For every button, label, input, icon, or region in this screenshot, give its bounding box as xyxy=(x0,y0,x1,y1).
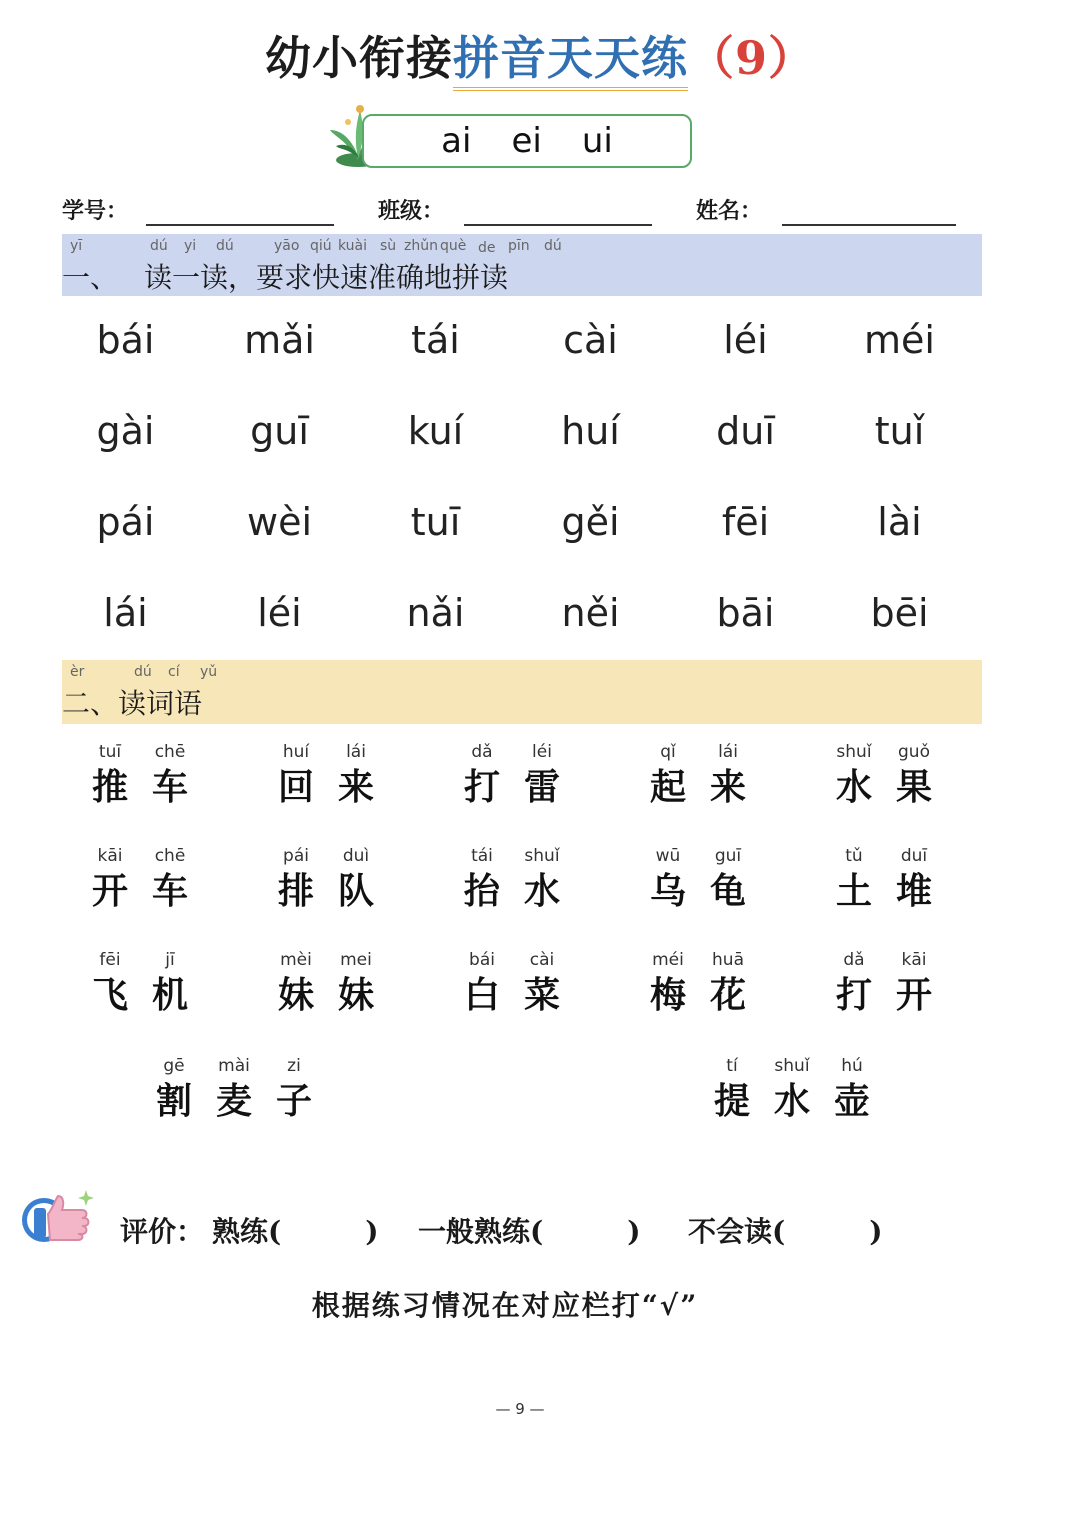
section-2-pinyin: dú xyxy=(134,664,152,680)
word-pinyin: pái xyxy=(283,846,309,866)
word-char: 开 xyxy=(91,870,128,912)
word-pinyin: kāi xyxy=(97,846,123,866)
word-char: 乌 xyxy=(649,870,686,912)
section-1-pinyin: dú xyxy=(544,238,562,254)
vowel-ei: ei xyxy=(511,121,542,161)
pinyin-syllable: lài xyxy=(877,500,922,544)
word-pinyin: shuǐ xyxy=(836,742,872,762)
word-pinyin: guī xyxy=(714,846,742,866)
word-pinyin: chē xyxy=(154,846,186,866)
word-char: 果 xyxy=(895,766,932,808)
word-char: 飞 xyxy=(91,974,128,1016)
word-pinyin: dǎ xyxy=(471,742,493,762)
word-pinyin: cài xyxy=(529,950,555,970)
section-1-pinyin: sù xyxy=(380,238,397,254)
word-pinyin: lái xyxy=(346,742,366,762)
pinyin-syllable: gài xyxy=(96,409,155,453)
word-pinyin: mei xyxy=(340,950,372,970)
pinyin-syllable: tái xyxy=(411,318,460,362)
class-field[interactable] xyxy=(464,224,652,226)
page-number: — 9 — xyxy=(495,1400,545,1418)
word-char: 机 xyxy=(151,974,188,1016)
word-pinyin: wū xyxy=(655,846,681,866)
word-pinyin: guǒ xyxy=(898,742,930,762)
section-2-header xyxy=(62,660,982,724)
pinyin-syllable: bēi xyxy=(870,591,929,635)
pinyin-syllable: kuí xyxy=(407,409,464,453)
word-char: 车 xyxy=(151,766,188,808)
pinyin-syllable: něi xyxy=(561,591,620,635)
pinyin-syllable: méi xyxy=(864,318,935,362)
word-pinyin: mài xyxy=(218,1056,250,1076)
word-char: 开 xyxy=(895,974,932,1016)
word-pinyin: lái xyxy=(718,742,738,762)
word-pinyin: mèi xyxy=(280,950,312,970)
word-char: 队 xyxy=(337,870,374,912)
section-1-pinyin: kuài xyxy=(338,238,368,254)
word-char: 堆 xyxy=(895,870,932,912)
word-pinyin: shuǐ xyxy=(774,1056,810,1076)
word-char: 白 xyxy=(463,974,500,1016)
word-pinyin: chē xyxy=(154,742,186,762)
section-1-pinyin: yāo xyxy=(274,238,300,254)
student-id-field[interactable] xyxy=(146,224,334,226)
pinyin-syllable: lái xyxy=(103,591,148,635)
section-2-pinyin: cí xyxy=(168,664,180,680)
word-char: 推 xyxy=(91,766,128,808)
section-2-pinyin: èr xyxy=(70,664,85,680)
word-pinyin: zi xyxy=(287,1056,301,1076)
word-char: 割 xyxy=(155,1080,192,1122)
word-char: 来 xyxy=(337,766,374,808)
word-char: 妹 xyxy=(277,974,314,1016)
pinyin-syllable: wèi xyxy=(246,500,312,544)
section-1-header xyxy=(62,234,982,296)
section-1-pinyin: dú xyxy=(150,238,168,254)
student-id-label: 学号： xyxy=(62,198,129,224)
word-char: 麦 xyxy=(215,1080,252,1122)
eval-option-fluent[interactable]: 熟练( ) xyxy=(212,1215,379,1248)
word-pinyin: huā xyxy=(712,950,744,970)
word-pinyin: méi xyxy=(652,950,684,970)
word-char: 水 xyxy=(835,766,872,808)
word-pinyin: fēi xyxy=(99,950,121,970)
word-char: 花 xyxy=(709,974,746,1016)
word-char: 龟 xyxy=(709,870,746,912)
section-1-pinyin: zhǔn xyxy=(404,238,438,254)
section-1-pinyin: qiú xyxy=(310,238,332,254)
word-char: 抬 xyxy=(463,870,500,912)
pinyin-syllable: bái xyxy=(96,318,155,362)
word-char: 回 xyxy=(277,766,314,808)
eval-option-average[interactable]: 一般熟练( ) xyxy=(418,1215,641,1248)
title-part-3: （9） xyxy=(687,31,815,85)
pinyin-syllable: bāi xyxy=(716,591,775,635)
title-part-2: 拼音天天练 xyxy=(453,31,688,91)
word-char: 壶 xyxy=(833,1080,870,1122)
student-info xyxy=(62,194,962,234)
word-pinyin: huí xyxy=(282,742,310,762)
section-1-pinyin: què xyxy=(440,238,467,254)
word-char: 水 xyxy=(523,870,560,912)
section-1-pinyin: pīn xyxy=(508,238,530,254)
word-char: 土 xyxy=(835,870,872,912)
word-char: 起 xyxy=(649,766,686,808)
vowel-ui: ui xyxy=(581,121,613,161)
word-pinyin: dǎ xyxy=(843,950,865,970)
pinyin-syllable: gěi xyxy=(561,500,620,544)
word-pinyin: tuī xyxy=(98,742,122,762)
section-2-pinyin: yǔ xyxy=(200,664,218,680)
word-pinyin: tǔ xyxy=(845,846,863,866)
word-char: 妹 xyxy=(337,974,374,1016)
word-char: 打 xyxy=(835,974,872,1016)
word-pinyin: duī xyxy=(900,846,928,866)
pinyin-syllable: cài xyxy=(563,318,618,362)
word-pinyin: duì xyxy=(342,846,370,866)
pinyin-syllable: fēi xyxy=(721,500,770,544)
eval-option-cannot-read[interactable]: 不会读( ) xyxy=(688,1215,883,1248)
word-pinyin: léi xyxy=(532,742,552,762)
vowel-ai: ai xyxy=(441,121,472,161)
section-1-number: 一、 xyxy=(62,261,119,294)
pinyin-syllable: tuī xyxy=(410,500,461,544)
instruction-text: 根据练习情况在对应栏打“√” xyxy=(311,1289,699,1322)
pinyin-syllable: léi xyxy=(257,591,302,635)
word-char: 提 xyxy=(713,1080,750,1122)
pinyin-syllable: mǎi xyxy=(244,318,315,362)
pinyin-syllable: tuǐ xyxy=(874,409,925,453)
word-pinyin: qǐ xyxy=(660,742,676,762)
class-label: 班级： xyxy=(378,198,445,224)
word-char: 排 xyxy=(277,870,314,912)
word-pinyin: shuǐ xyxy=(524,846,560,866)
word-char: 菜 xyxy=(523,974,560,1016)
thumbs-up-icon xyxy=(20,1184,96,1254)
pinyin-syllable: huí xyxy=(561,409,620,453)
section-1-pinyin: dú xyxy=(216,238,234,254)
name-label: 姓名： xyxy=(696,198,763,224)
evaluation-label: 评价： xyxy=(120,1215,205,1248)
word-pinyin: kāi xyxy=(901,950,927,970)
section-2-title: 二、读词语 xyxy=(62,687,203,720)
word-pinyin: jī xyxy=(165,950,175,970)
page-title xyxy=(0,28,1080,88)
title-part-1: 幼小衔接 xyxy=(264,31,453,85)
word-char: 车 xyxy=(151,870,188,912)
section-1-pinyin: yi xyxy=(184,238,197,254)
word-char: 雷 xyxy=(523,766,560,808)
word-char: 梅 xyxy=(649,974,686,1016)
word-pinyin: tí xyxy=(726,1056,738,1076)
word-char: 来 xyxy=(709,766,746,808)
vowel-banner xyxy=(362,114,692,168)
section-1-pinyin: de xyxy=(478,240,496,256)
word-char: 子 xyxy=(275,1080,312,1122)
word-char: 打 xyxy=(463,766,500,808)
pinyin-syllable: nǎi xyxy=(406,591,465,635)
section-1-pinyin: yī xyxy=(70,238,83,254)
word-pinyin: tái xyxy=(471,846,493,866)
word-char: 水 xyxy=(773,1080,810,1122)
section-1-title: 读一读，要求快速准确地拼读 xyxy=(144,261,509,294)
pinyin-syllable: guī xyxy=(250,409,309,453)
pinyin-syllable: léi xyxy=(723,318,768,362)
word-pinyin: bái xyxy=(469,950,495,970)
word-pinyin: gē xyxy=(163,1056,185,1076)
word-pinyin: hú xyxy=(841,1056,863,1076)
name-field[interactable] xyxy=(782,224,956,226)
pinyin-syllable: pái xyxy=(96,500,155,544)
pinyin-syllable: duī xyxy=(716,409,775,453)
